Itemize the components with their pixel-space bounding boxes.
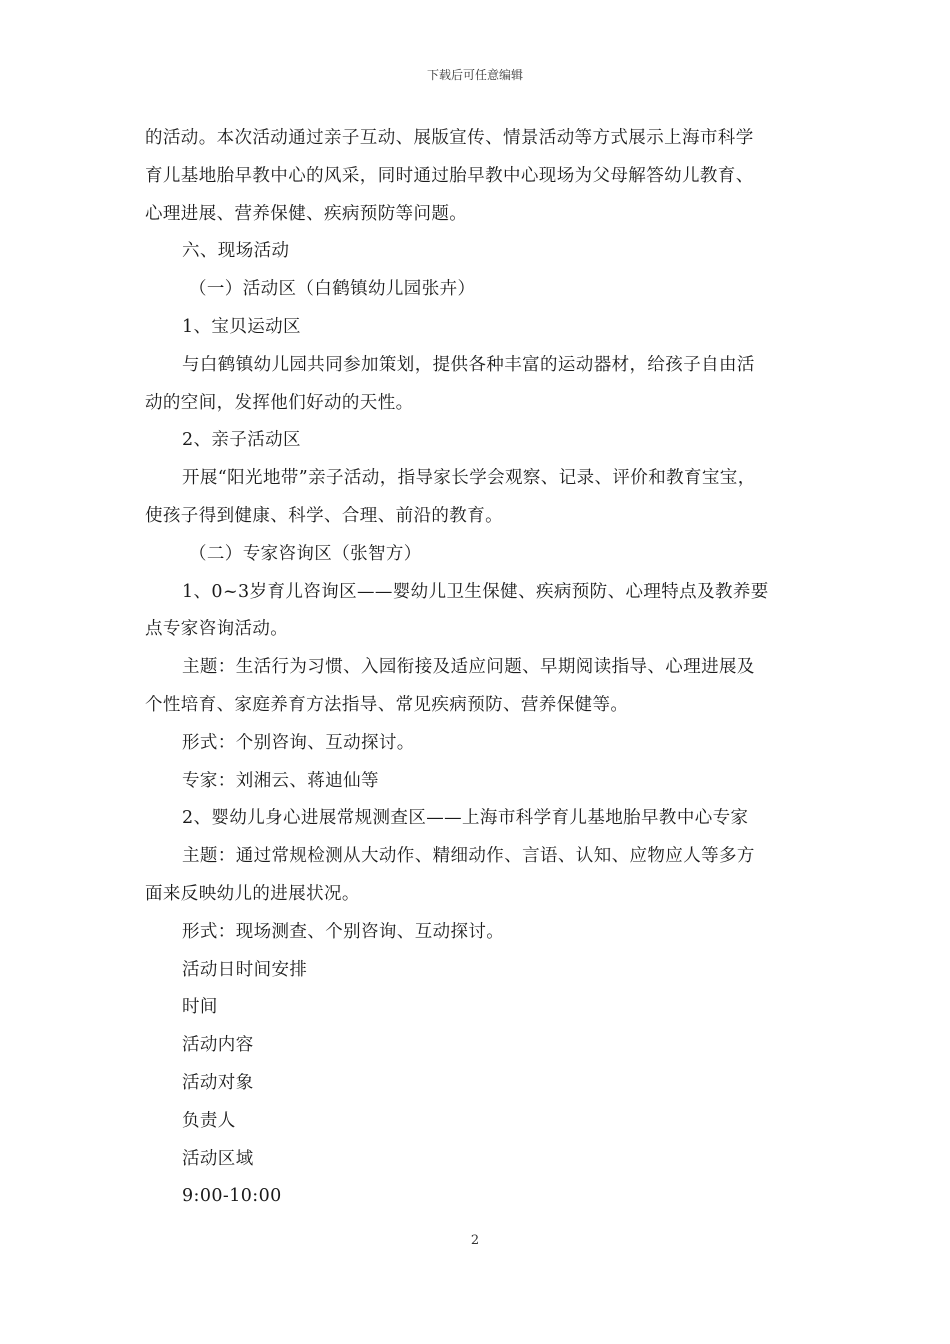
text-line: 9:00-10:00 bbox=[182, 1186, 282, 1207]
page-number: 2 bbox=[470, 1233, 480, 1248]
text-line: 动的空间，发挥他们好动的天性。 bbox=[145, 392, 414, 413]
text-line: 形式：现场测查、个别咨询、互动探讨。 bbox=[182, 921, 505, 942]
text-line: 2、婴幼儿身心进展常规测查区——上海市科学育儿基地胎早教中心专家 bbox=[182, 808, 749, 829]
text-line: 时间 bbox=[182, 997, 218, 1018]
text-line: 1、宝贝运动区 bbox=[182, 316, 301, 337]
text-line: 面来反映幼儿的进展状况。 bbox=[145, 883, 360, 904]
page-header: 下载后可任意编辑 bbox=[426, 68, 523, 82]
text-line: 活动内容 bbox=[182, 1035, 254, 1056]
text-line: 2、亲子活动区 bbox=[182, 430, 301, 451]
document-body bbox=[145, 120, 810, 1216]
text-line: 1、0~3岁育儿咨询区——婴幼儿卫生保健、疾病预防、心理特点及教养要 bbox=[182, 581, 769, 602]
text-line: 点专家咨询活动。 bbox=[145, 619, 289, 640]
text-line: （二）专家咨询区（张智方） bbox=[189, 543, 422, 564]
text-line: 活动对象 bbox=[182, 1072, 254, 1093]
text-line: 育儿基地胎早教中心的风采，同时通过胎早教中心现场为父母解答幼儿教育、 bbox=[145, 165, 754, 186]
text-line: 开展“阳光地带”亲子活动，指导家长学会观察、记录、评价和教育宝宝， bbox=[182, 468, 756, 489]
text-line: 个性培育、家庭养育方法指导、常见疾病预防、营养保健等。 bbox=[145, 694, 629, 715]
text-line: （一）活动区（白鹤镇幼儿园张卉） bbox=[189, 279, 476, 300]
text-line: 主题：通过常规检测从大动作、精细动作、言语、认知、应物应人等多方 bbox=[182, 846, 755, 867]
text-line: 主题：生活行为习惯、入园衔接及适应问题、早期阅读指导、心理进展及 bbox=[182, 657, 755, 678]
text-line: 负责人 bbox=[182, 1110, 236, 1131]
text-line: 的活动。本次活动通过亲子互动、展版宣传、情景活动等方式展示上海市科学 bbox=[145, 128, 754, 148]
text-line: 使孩子得到健康、科学、合理、前沿的教育。 bbox=[145, 505, 503, 526]
text-line: 形式：个别咨询、互动探讨。 bbox=[182, 732, 415, 753]
text-line: 六、现场活动 bbox=[182, 241, 290, 262]
text-line: 与白鹤镇幼儿园共同参加策划，提供各种丰富的运动器材，给孩子自由活 bbox=[182, 354, 755, 375]
text-line: 心理进展、营养保健、疾病预防等问题。 bbox=[145, 203, 468, 224]
text-line: 专家：刘湘云、蒋迪仙等 bbox=[182, 770, 379, 791]
text-line: 活动日时间安排 bbox=[182, 959, 308, 980]
text-line: 活动区域 bbox=[182, 1148, 254, 1169]
